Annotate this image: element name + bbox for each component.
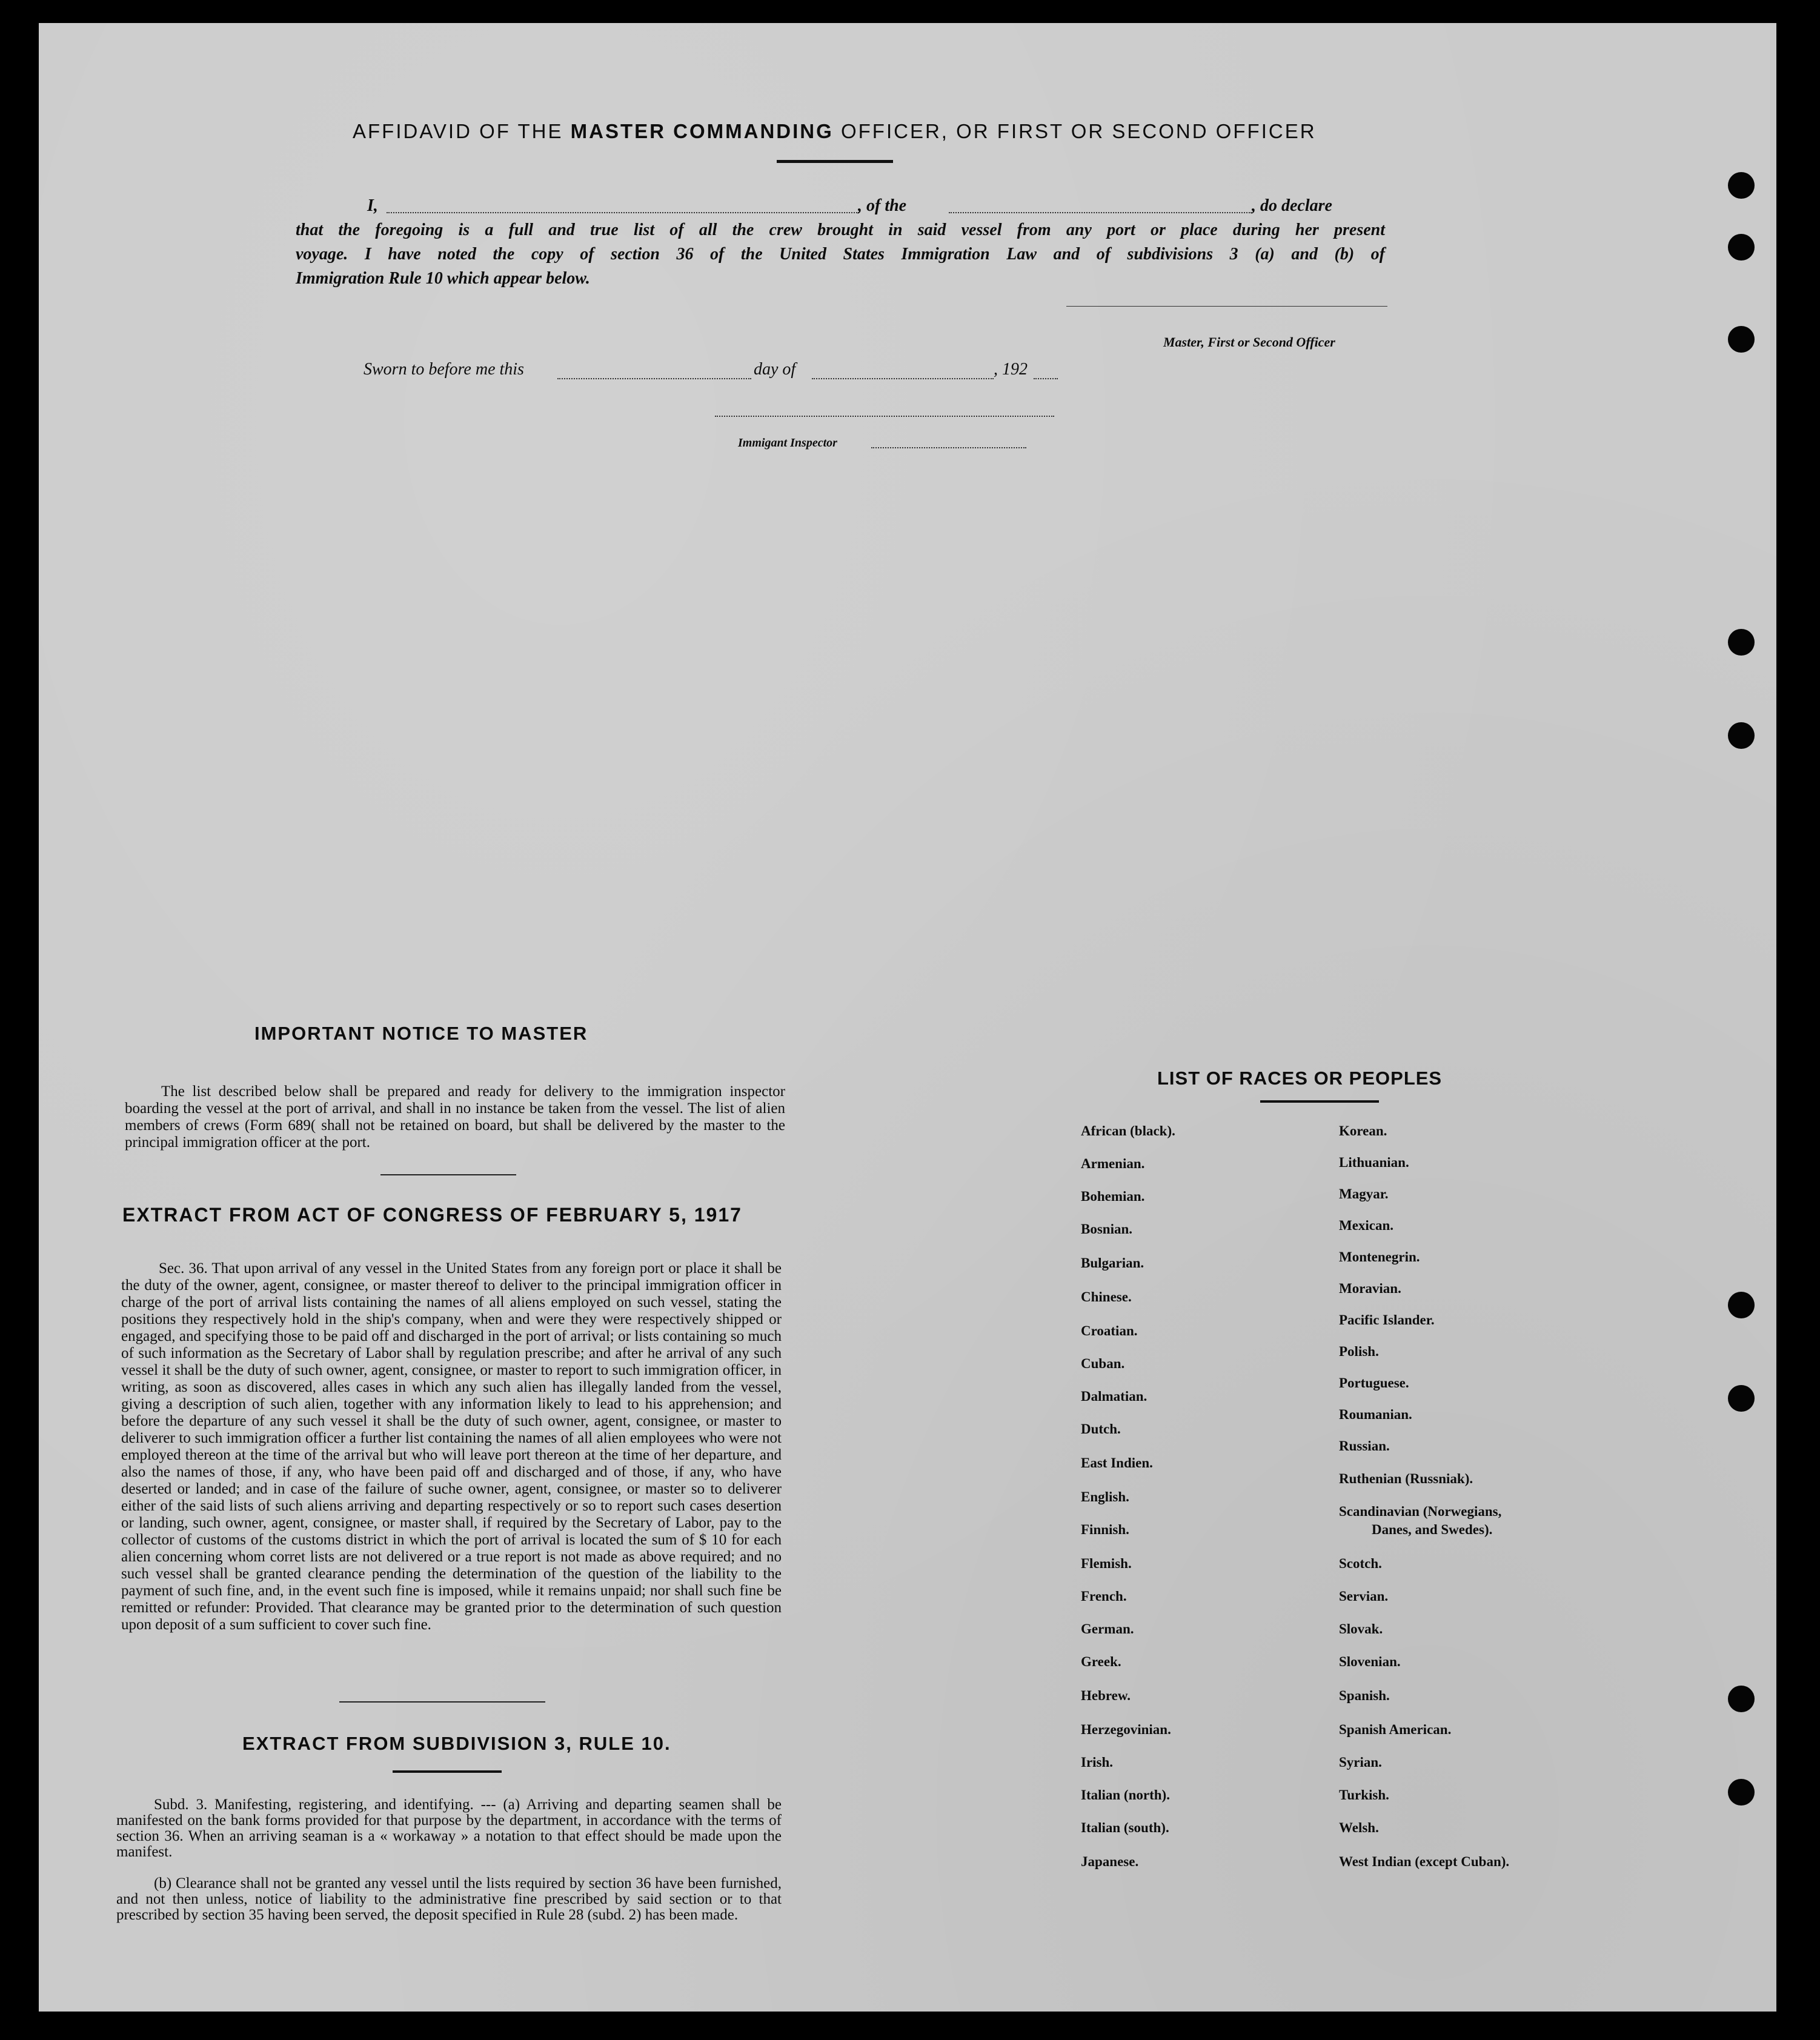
sworn-year-field[interactable] (1034, 378, 1058, 379)
document-page (39, 23, 1776, 2012)
affidavid-title-part2: OFFICER, OR FIRST OR SECOND OFFICER (840, 120, 1317, 142)
binder-hole (1728, 1686, 1755, 1712)
race-item: Chinese. (1081, 1289, 1132, 1304)
race-item: German. (1081, 1621, 1134, 1636)
declaration-first-line (367, 194, 1385, 218)
rule-heading: EXTRACT FROM SUBDIVISION 3, RULE 10. (242, 1733, 671, 1754)
race-item: African (black). (1081, 1123, 1175, 1138)
race-item: English. (1081, 1489, 1129, 1504)
race-item: Polish. (1339, 1344, 1379, 1359)
race-item: Scotch. (1339, 1556, 1382, 1571)
race-item: Syrian. (1339, 1755, 1382, 1770)
race-item: Mexican. (1339, 1218, 1394, 1233)
binder-hole (1728, 722, 1755, 749)
rule-text-b: (b) Clearance shall not be granted any vessel until the lists required by section 36 have been furnished, and not then unless, notice of liability to the administrative fine prescribed by said section or to that prescribed by section 35 having been served, the deposit specified in Rule 28 (subd. 2) has been made. (116, 1875, 782, 1923)
inspector-name-line[interactable] (871, 447, 1026, 448)
race-item: Roumanian. (1339, 1407, 1412, 1422)
race-item: Spanish. (1339, 1688, 1390, 1703)
year-label: , 192 (994, 360, 1028, 379)
race-item: Bulgarian. (1081, 1255, 1144, 1271)
affidavid-title-part1: AFFIDAVID OF THE (353, 120, 563, 142)
act-text: Sec. 36. That upon arrival of any vessel in the United States from any foreign port or place it shall be the duty of the owner, agent, consignee, or master thereof to deliver to the principal immigration officer in charge of the port of arrival lists containing the names of all aliens employed on such vessel, stating the positions they respectively hold in the ship's company, when and were they were respectively shipped or engaged, and specifying those to be paid off and discharged in the port of arrival; or lists containing so much of such information as the Secretary of Labor shall by regulation prescribe; and after he arrival of any such vessel it shall be the duty of such owner, agent, consignee, or master to report to such immigration officer, in writing, as soon as discovered, alles cases in which any such alien has illegally landed from the vessel, giving a description of such alien, together with any information likely to lead to his apprehension; and before the departure of any such vessel it shall be the duty of such owner, agent, consignee, or master to deliverer to such immigration officer a further list containing the names of all alien employees who were not employed thereon at the time of the arrival but who will leave port thereon at the time of her departure, and also the names of those, if any, who have been paid off and discharged and of those, if any, who have deserted or landed; and in case of the failure of suche owner, agent, consignee, or master so to deliverer either of the said lists of such aliens arriving and departing respectively or so to report such cases desertion or landing, such owner, agent, consignee, or master shall, if required by the Secretary of Labor, pay to the collector of customs of the customs district in which the port of arrival is located the sum of $ 10 for each alien concerning whom corret lists are not delivered or a true report is not made as above required; and no such vessel shall be granted clearance pending the determination of the question of the liability to the payment of such fine, and, in the event such fine is imposed, while it remains unpaid; nor shall such fine be remitted or refunder: Provided. That clearance may be granted prior to the determination of such question upon deposit of a sum sufficient to cover such fine. (121, 1260, 782, 1633)
race-item: Moravian. (1339, 1281, 1401, 1296)
act-divider (339, 1701, 545, 1703)
race-item: Servian. (1339, 1589, 1389, 1604)
declaration-line-3: voyage. I have noted the copy of section 36 of the United States Immigration Law and of subdivisions 3 (a) and (b) of (296, 245, 1385, 264)
races-heading: LIST OF RACES OR PEOPLES (1157, 1068, 1443, 1089)
declaration-line-4: Immigration Rule 10 which appear below. (296, 269, 590, 288)
act-heading: EXTRACT FROM ACT OF CONGRESS OF FEBRUARY 5, 1917 (122, 1204, 742, 1226)
vessel-name-field[interactable] (949, 212, 1252, 213)
race-item: Flemish. (1081, 1556, 1132, 1571)
race-item: Montenegrin. (1339, 1249, 1420, 1264)
notice-text: The list described below shall be prepared and ready for delivery to the immigration inspector boarding the vessel at the port of arrival, and shall in no instance be taken from the vessel. The list of alien members of crews (Form 689( shall not be retained on board, but shall be delivered by the master to the principal immigration officer at the port. (125, 1083, 785, 1151)
race-item: Cuban. (1081, 1356, 1125, 1371)
binder-hole (1728, 326, 1755, 353)
race-item: Spanish American. (1339, 1722, 1452, 1737)
races-heading-underline (1260, 1100, 1379, 1103)
race-item: Italian (north). (1081, 1787, 1170, 1802)
affidavid-title-bold: MASTER COMMANDING (570, 120, 834, 142)
signature-line[interactable] (1066, 306, 1387, 307)
binder-hole (1728, 1779, 1755, 1806)
race-item: Bohemian. (1081, 1189, 1145, 1204)
race-item: Pacific Islander. (1339, 1312, 1435, 1327)
race-item: Bosnian. (1081, 1221, 1133, 1237)
race-item: Lithuanian. (1339, 1155, 1409, 1170)
sworn-row (364, 360, 1091, 384)
inspector-caption: Immigant Inspector (738, 436, 837, 450)
of-the-label: , of the (858, 196, 907, 215)
day-of-label: day of (754, 360, 796, 379)
do-declare-label: , do declare (1252, 196, 1332, 215)
rule-heading-underline (393, 1770, 502, 1773)
sworn-day-field[interactable] (557, 378, 751, 379)
race-item: Welsh. (1339, 1820, 1379, 1835)
declaration-line-2: that the foregoing is a full and true list of all the crew brought in said vessel from any port or place during her present (296, 221, 1385, 239)
race-item: Scandinavian (Norwegians, (1339, 1504, 1502, 1519)
inspector-signature-line[interactable] (715, 416, 1054, 417)
race-item: Finnish. (1081, 1522, 1129, 1537)
notice-heading: IMPORTANT NOTICE TO MASTER (254, 1023, 588, 1044)
race-item: Japanese. (1081, 1854, 1139, 1869)
binder-hole (1728, 234, 1755, 261)
race-item: Slovak. (1339, 1621, 1383, 1636)
race-item: Ruthenian (Russniak). (1339, 1471, 1473, 1486)
race-item: Herzegovinian. (1081, 1722, 1171, 1737)
race-item: Irish. (1081, 1755, 1114, 1770)
race-item: Russian. (1339, 1438, 1390, 1454)
notice-divider (380, 1174, 516, 1175)
binder-hole (1728, 1292, 1755, 1318)
title-underline (777, 160, 893, 163)
race-item: Croatian. (1081, 1323, 1138, 1338)
sworn-month-field[interactable] (812, 378, 994, 379)
race-item: Korean. (1339, 1123, 1387, 1138)
race-item: Magyar. (1339, 1186, 1389, 1201)
race-item: Greek. (1081, 1654, 1121, 1669)
race-item: Dutch. (1081, 1421, 1121, 1437)
binder-hole (1728, 172, 1755, 199)
i-label: I, (367, 196, 378, 215)
signature-caption: Master, First or Second Officer (1163, 334, 1335, 350)
race-item: Slovenian. (1339, 1654, 1401, 1669)
binder-hole (1728, 1385, 1755, 1412)
rule-text-a: Subd. 3. Manifesting, registering, and identifying. --- (a) Arriving and departing seamen shall be manifested on the bank forms provided for that purpose by the department, in accordance with the terms of section 36. When an arriving seaman is a « workaway » a notation to that effect should be made upon the manifest. (116, 1796, 782, 1860)
race-item: Italian (south). (1081, 1820, 1169, 1835)
sworn-label: Sworn to before me this (364, 360, 524, 379)
race-item: French. (1081, 1589, 1127, 1604)
race-item: Armenian. (1081, 1156, 1145, 1171)
race-item: East Indien. (1081, 1455, 1153, 1470)
affidavid-title (353, 120, 1317, 143)
race-item: West Indian (except Cuban). (1339, 1854, 1510, 1869)
race-item: Portuguese. (1339, 1375, 1409, 1390)
race-item: Dalmatian. (1081, 1389, 1147, 1404)
race-item: Turkish. (1339, 1787, 1389, 1802)
binder-hole (1728, 629, 1755, 656)
race-item: Danes, and Swedes). (1372, 1522, 1493, 1537)
officer-name-field[interactable] (387, 212, 859, 213)
race-item: Hebrew. (1081, 1688, 1131, 1703)
